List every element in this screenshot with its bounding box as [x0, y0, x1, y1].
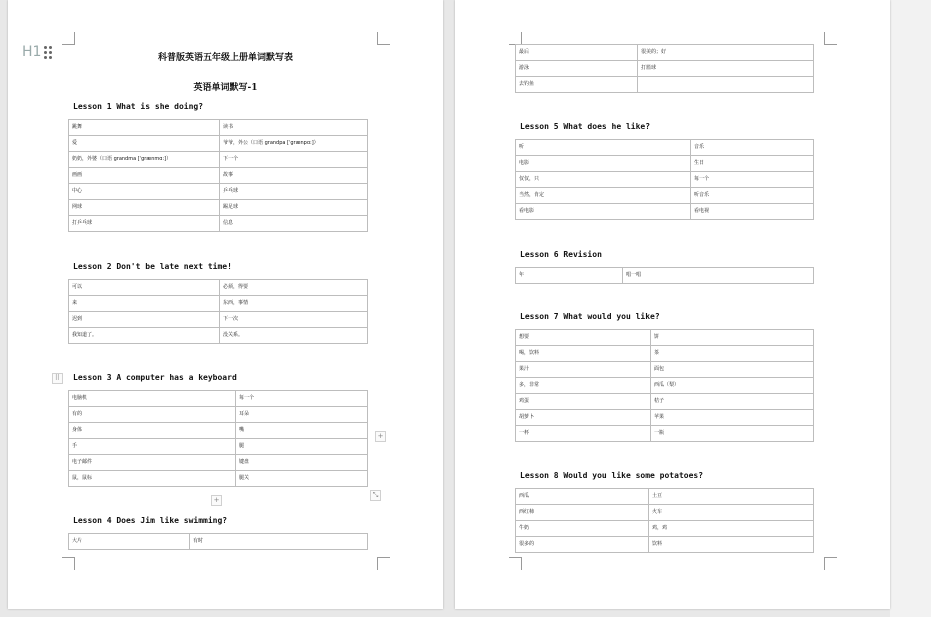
vocab-cell-right[interactable]: 饮料	[649, 537, 814, 553]
vocab-cell-right[interactable]: 有时	[190, 534, 368, 550]
vocab-cell-left[interactable]: 中心	[69, 184, 220, 200]
vocab-cell-left[interactable]: 西瓜	[516, 489, 649, 505]
crop-mark-bottom-left	[509, 557, 522, 570]
vocab-cell-left[interactable]: 一杯	[516, 426, 651, 442]
vocab-cell-right[interactable]	[638, 77, 814, 93]
add-column-icon[interactable]: +	[375, 431, 386, 442]
vocab-cell-left[interactable]: 游泳	[516, 61, 638, 77]
lesson-7-table[interactable]	[515, 329, 814, 442]
page-gutter	[443, 0, 455, 617]
table-row	[69, 120, 368, 136]
vocab-cell-right[interactable]: 下一个	[220, 152, 368, 168]
table-row	[516, 188, 814, 204]
vocab-cell-left[interactable]: 身体	[69, 423, 236, 439]
table-row	[69, 152, 368, 168]
table-row	[516, 394, 814, 410]
table-row	[516, 410, 814, 426]
vocab-cell-right[interactable]: 爷爷，外公（口语 grandpa [ˈgrænpɑ:]）	[220, 136, 368, 152]
vocab-cell-right[interactable]: 火车	[649, 505, 814, 521]
vocab-cell-right[interactable]: 听音乐	[691, 188, 814, 204]
table-row	[69, 184, 368, 200]
vocab-cell-right[interactable]: 腿	[236, 439, 368, 455]
lesson-6-table[interactable]	[515, 267, 814, 284]
table-row	[516, 505, 814, 521]
vocab-cell-left[interactable]: 电子邮件	[69, 455, 236, 471]
vocab-cell-right[interactable]: 一瓶	[651, 426, 814, 442]
table-row	[69, 471, 368, 487]
table-row	[516, 204, 814, 220]
document-title: 科普版英语五年级上册单词默写表	[157, 53, 293, 63]
vocab-cell-right[interactable]: 很美的；好	[638, 45, 814, 61]
table-row	[69, 534, 368, 550]
vocab-cell-right[interactable]: 看电视	[691, 204, 814, 220]
vocab-cell-right[interactable]: 每一个	[236, 391, 368, 407]
vocab-cell-left[interactable]: 画画	[69, 168, 220, 184]
vocab-cell-left[interactable]: 胡萝卜	[516, 410, 651, 426]
vocab-cell-right[interactable]: 鸡，鸡	[649, 521, 814, 537]
document-page-1[interactable]	[8, 0, 443, 609]
vocab-cell-right[interactable]: 生日	[691, 156, 814, 172]
vocab-cell-left[interactable]: 喝，饮料	[516, 346, 651, 362]
lesson-4-heading: Lesson 4 Does Jim like swimming?	[73, 516, 228, 525]
vocab-cell-right[interactable]: 音乐	[691, 140, 814, 156]
vocab-cell-right[interactable]: 土豆	[649, 489, 814, 505]
vocab-cell-right[interactable]: 必须，得要	[220, 280, 368, 296]
vocab-cell-right[interactable]: 西瓜（梨）	[651, 378, 814, 394]
vocab-cell-right[interactable]: 苹果	[651, 410, 814, 426]
vocab-cell-left[interactable]: 最后	[516, 45, 638, 61]
table-row	[516, 61, 814, 77]
table-row	[516, 378, 814, 394]
lesson-5-table[interactable]	[515, 139, 814, 220]
vocab-cell-right[interactable]: 唱一唱	[623, 268, 814, 284]
vocab-cell-right[interactable]: 耳朵	[236, 407, 368, 423]
lesson-6-heading: Lesson 6 Revision	[520, 250, 602, 259]
table-move-icon[interactable]: ⠿	[52, 373, 63, 384]
heading-level-icon[interactable]: H1	[22, 44, 42, 60]
crop-mark-bottom-left	[62, 557, 75, 570]
vocab-cell-left[interactable]: 奶奶，外婆（口语 grandma [ˈgrænmɑ:]）	[69, 152, 220, 168]
lesson-2-table[interactable]	[68, 279, 368, 344]
crop-mark-top-right	[377, 32, 390, 45]
table-row	[516, 346, 814, 362]
table-resize-icon[interactable]: ⤡	[370, 490, 381, 501]
vocab-cell-right[interactable]: 没关系。	[220, 328, 368, 344]
vocab-cell-left[interactable]: 牛奶	[516, 521, 649, 537]
vocab-cell-right[interactable]: 乒乓球	[220, 184, 368, 200]
table-row	[516, 330, 814, 346]
vocab-cell-left[interactable]: 鸡蛋	[516, 394, 651, 410]
table-row	[69, 312, 368, 328]
table-row	[516, 140, 814, 156]
table-row	[69, 328, 368, 344]
vocab-cell-right[interactable]: 面包	[651, 362, 814, 378]
crop-mark-top-left	[62, 32, 75, 45]
lesson-4-table[interactable]	[68, 533, 368, 550]
table-row	[516, 362, 814, 378]
add-row-icon[interactable]: +	[211, 495, 222, 506]
vocab-cell-left[interactable]: 看电影	[516, 204, 691, 220]
lesson-3-heading: Lesson 3 A computer has a keyboard	[73, 373, 237, 382]
table-row	[69, 168, 368, 184]
vocab-cell-left[interactable]: 来	[69, 296, 220, 312]
table-row	[69, 391, 368, 407]
lesson-7-heading: Lesson 7 What would you like?	[520, 312, 660, 321]
table-row	[516, 489, 814, 505]
vocab-cell-right[interactable]: 东西，事情	[220, 296, 368, 312]
vocab-cell-left[interactable]: 迟到	[69, 312, 220, 328]
vocab-cell-left[interactable]: 电影	[516, 156, 691, 172]
table-row	[69, 280, 368, 296]
table-row	[516, 521, 814, 537]
table-row	[516, 156, 814, 172]
table-row	[516, 77, 814, 93]
vocab-cell-right[interactable]: 饼	[651, 330, 814, 346]
crop-mark-bottom-right	[824, 557, 837, 570]
vocab-cell-right[interactable]: 下一次	[220, 312, 368, 328]
vocab-cell-left[interactable]: 爱	[69, 136, 220, 152]
lesson-2-heading: Lesson 2 Don't be late next time!	[73, 262, 232, 271]
crop-mark-top-right	[824, 32, 837, 45]
vocab-cell-left[interactable]: 多，非常	[516, 378, 651, 394]
lesson-8-table[interactable]	[515, 488, 814, 553]
vocab-cell-right[interactable]: 踢足球	[220, 200, 368, 216]
table-row	[69, 423, 368, 439]
vocab-cell-left[interactable]: 西红柿	[516, 505, 649, 521]
vocab-cell-left[interactable]: 网球	[69, 200, 220, 216]
vocab-cell-right[interactable]: 信息	[220, 216, 368, 232]
lesson-1-table[interactable]	[68, 119, 368, 232]
table-row	[69, 439, 368, 455]
vocab-cell-right[interactable]: 故事	[220, 168, 368, 184]
lesson-5-heading: Lesson 5 What does he like?	[520, 122, 651, 131]
vocab-cell-right[interactable]: 茶	[651, 346, 814, 362]
table-row	[69, 216, 368, 232]
lesson-4-table-continued[interactable]	[515, 44, 814, 93]
vocab-cell-left[interactable]: 很多的	[516, 537, 649, 553]
table-row	[69, 296, 368, 312]
document-page-2[interactable]	[455, 0, 890, 609]
table-row	[69, 455, 368, 471]
vocab-cell-left[interactable]: 听	[516, 140, 691, 156]
table-row	[516, 426, 814, 442]
vocab-cell-right[interactable]: 每一个	[691, 172, 814, 188]
vocab-cell-left[interactable]: 鼠，鼠标	[69, 471, 236, 487]
vocab-cell-right[interactable]: 桔子	[651, 394, 814, 410]
table-row	[69, 200, 368, 216]
vocab-cell-left[interactable]: 想要	[516, 330, 651, 346]
vocab-cell-right[interactable]: 键盘	[236, 455, 368, 471]
vocab-cell-left[interactable]: 可以	[69, 280, 220, 296]
vocab-cell-left[interactable]: 跳舞	[69, 120, 220, 136]
vocab-cell-left[interactable]: 手	[69, 439, 236, 455]
vocab-cell-right[interactable]: 嘴	[236, 423, 368, 439]
vocab-cell-left[interactable]: 打乒乓球	[69, 216, 220, 232]
vocab-cell-left[interactable]: 去钓鱼	[516, 77, 638, 93]
canvas-right-margin	[890, 0, 931, 617]
crop-mark-bottom-right	[377, 557, 390, 570]
table-row	[69, 407, 368, 423]
vocab-cell-right[interactable]: 腿关	[236, 471, 368, 487]
table-row	[516, 537, 814, 553]
vocab-cell-right[interactable]: 打篮球	[638, 61, 814, 77]
vocab-cell-left[interactable]: 电脑机	[69, 391, 236, 407]
vocab-cell-left[interactable]: 当然，肯定	[516, 188, 691, 204]
lesson-8-heading: Lesson 8 Would you like some potatoes?	[520, 471, 704, 480]
table-row	[516, 45, 814, 61]
vocab-cell-left[interactable]: 我知道了。	[69, 328, 220, 344]
vocab-cell-right[interactable]: 读书	[220, 120, 368, 136]
vocab-cell-left[interactable]: 年	[516, 268, 623, 284]
table-row	[516, 172, 814, 188]
lesson-3-table[interactable]	[68, 390, 368, 487]
document-subtitle: 英语单词默写-1	[193, 83, 258, 93]
lesson-1-heading: Lesson 1 What is she doing?	[73, 102, 204, 111]
table-row	[69, 136, 368, 152]
vocab-cell-left[interactable]: 大片	[69, 534, 190, 550]
table-row	[516, 268, 814, 284]
vocab-cell-left[interactable]: 果汁	[516, 362, 651, 378]
vocab-cell-left[interactable]: 仅仅，只	[516, 172, 691, 188]
vocab-cell-left[interactable]: 有的	[69, 407, 236, 423]
